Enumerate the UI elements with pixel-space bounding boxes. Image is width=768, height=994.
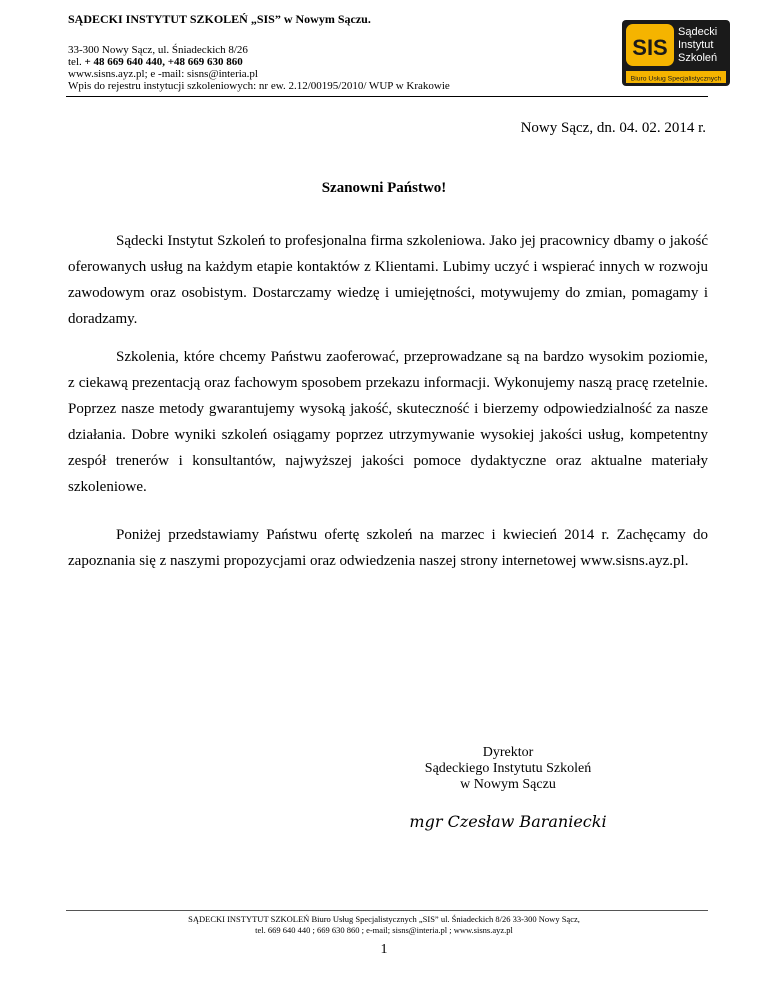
company-address: 33-300 Nowy Sącz, ul. Śniadeckich 8/26 bbox=[68, 44, 248, 56]
body-paragraph-2: Szkolenia, które chcemy Państwu zaoferować, przeprowadzane są na bardzo wysokim poziomie, z ciekawą prezentacją oraz fachowym sposobem przekazu informacji. Wykonujemy naszą pracę rzetelnie. Poprzez nasze metody gwarantujemy wysoką jakość, skuteczność i bierzemy odpowiedzialność za nasze działania. Dobre wyniki szkoleń osiągamy poprzez utrzymywanie wysokiej jakości usług, kompetentny zespół trenerów i konsultantów, najwyższej jakości pomoce dydaktyczne oraz aktualne materiały szkoleniowe. bbox=[68, 349, 708, 495]
letter-greeting: Szanowni Państwo! bbox=[321, 180, 447, 196]
signature-role: Dyrektor bbox=[482, 745, 534, 760]
sis-logo bbox=[622, 20, 730, 86]
logo-abbr: SIS bbox=[632, 35, 668, 60]
company-registry: Wpis do rejestru instytucji szkoleniowych: nr ew. 2.12/00195/2010/ WUP w Krakowie bbox=[68, 80, 450, 92]
signature-org-line1: Sądeckiego Instytutu Szkoleń bbox=[424, 761, 592, 776]
letter-date: Nowy Sącz, dn. 04. 02. 2014 r. bbox=[520, 120, 706, 136]
logo-name-line2: Instytut bbox=[678, 39, 714, 51]
company-phone bbox=[68, 56, 243, 68]
header-divider bbox=[66, 96, 708, 97]
footer-line-2: tel. 669 640 440 ; 669 630 860 ; e-mail; sisns@interia.pl ; www.sisns.ayz.pl bbox=[255, 925, 513, 935]
signature-block bbox=[358, 745, 658, 793]
logo-name-line1: Sądecki bbox=[678, 26, 718, 38]
phone-numbers: + 48 669 640 440, +48 669 630 860 bbox=[84, 56, 243, 68]
body-paragraph-3: Poniżej przedstawiamy Państwu ofertę szkoleń na marzec i kwiecień 2014 r. Zachęcamy do zapoznania się z naszymi propozycjami oraz odwiedzenia naszej strony internetowej www.sisns.ayz.pl. bbox=[68, 527, 708, 569]
logo-name-line3: Szkoleń bbox=[678, 52, 718, 64]
logo-tagline: Biuro Usług Specjalistycznych bbox=[630, 75, 722, 83]
signature-org-line2: w Nowym Sączu bbox=[460, 777, 556, 792]
footer-line-1: SĄDECKI INSTYTUT SZKOLEŃ Biuro Usług Specjalistycznych „SIS” ul. Śniadeckich 8/26 33-300 Nowy Sącz, bbox=[188, 914, 580, 924]
phone-label: tel. bbox=[68, 56, 82, 68]
footer-divider bbox=[66, 910, 708, 911]
body-paragraph-1: Sądecki Instytut Szkoleń to profesjonalna firma szkoleniowa. Jako jej pracownicy dbamy o jakość oferowanych usług na każdym etapie kontaktów z Klientami. Lubimy uczyć i wspierać innych w rozwoju zawodowym oraz osobistym. Dostarczamy wiedzę i umiejętności, motywujemy do zmian, pomagamy i doradzamy. bbox=[68, 233, 708, 327]
company-name: SĄDECKI INSTYTUT SZKOLEŃ „SIS” w Nowym Sączu. bbox=[68, 12, 371, 26]
signature-name: mgr Czesław Baraniecki bbox=[409, 812, 607, 831]
page-number: 1 bbox=[380, 942, 388, 957]
company-web-email: www.sisns.ayz.pl; e -mail: sisns@interia.pl bbox=[68, 68, 258, 80]
